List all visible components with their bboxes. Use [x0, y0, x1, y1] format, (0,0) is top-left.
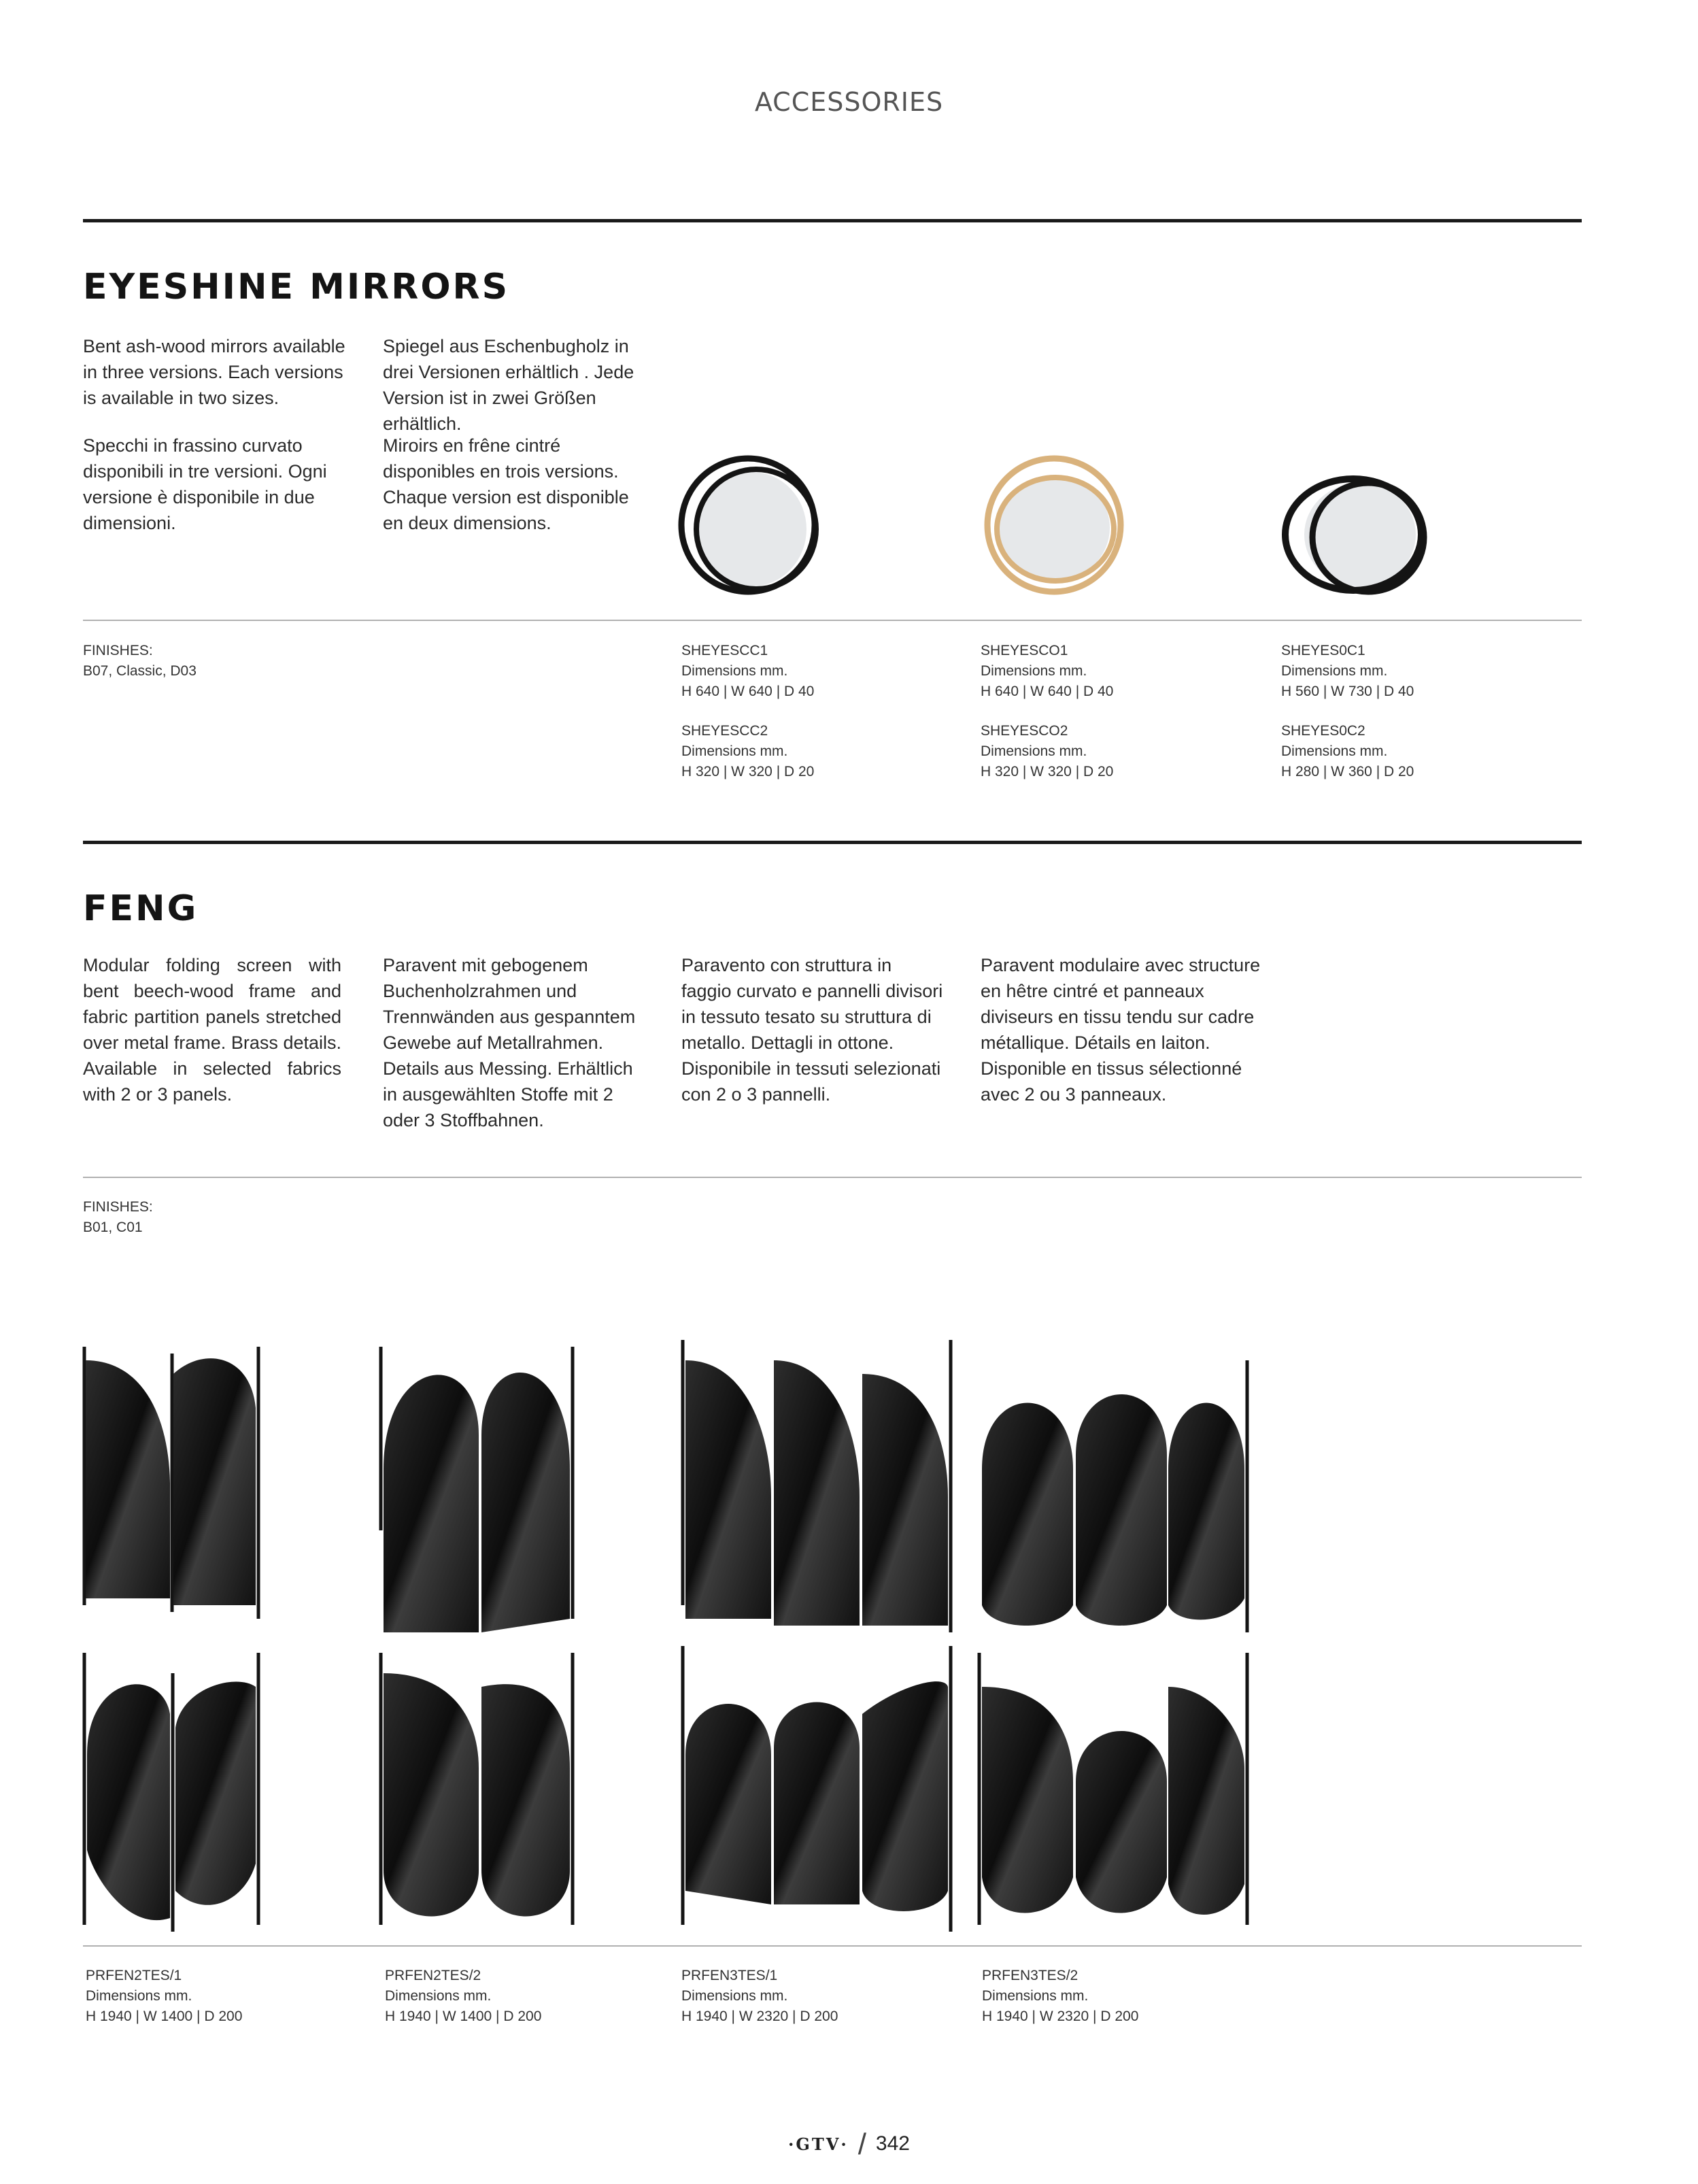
- section-divider: [83, 219, 1582, 222]
- feng-text-it: Paravento con struttura in faggio curvato e pannelli divisori in tessuto tesato su struttura di metallo. Dettagli in ottone. Disponibile in tessuti selezionati con 2 o 3 pannelli.: [681, 955, 943, 1105]
- eyeshine-text-en: Bent ash-wood mirrors available in three versions. Each versions is available in two sizes.: [83, 336, 345, 408]
- dimensions-value: H 1940 | W 2320 | D 200: [681, 2009, 838, 2024]
- product-code: SHEYES0C2: [1281, 723, 1365, 739]
- dimensions-value: H 640 | W 640 | D 40: [981, 684, 1114, 699]
- feng-title: FENG: [83, 888, 199, 929]
- product-spec-sheyescc: [681, 641, 953, 782]
- feng-finishes-divider: [83, 1177, 1582, 1178]
- page-footer: [0, 2128, 1698, 2162]
- dimensions-value: H 640 | W 640 | D 40: [681, 684, 815, 699]
- product-spec-prfen3tes-1: [681, 1966, 953, 2027]
- dimensions-value: H 1940 | W 1400 | D 200: [86, 2009, 243, 2024]
- eyeshine-text-it: Specchi in frassino curvato disponibili in tre versioni. Ogni versione è disponibile in due dimensioni.: [83, 435, 327, 533]
- dimensions-label: Dimensions mm.: [981, 663, 1087, 679]
- dimensions-value: H 280 | W 360 | D 20: [1281, 764, 1414, 779]
- finishes-value: B07, Classic, D03: [83, 663, 197, 679]
- feng-spec-divider: [83, 1945, 1582, 1947]
- dimensions-label: Dimensions mm.: [681, 743, 788, 759]
- product-code: SHEYESCC1: [681, 643, 768, 658]
- screen-2-panel-2: [381, 1347, 573, 1632]
- screen-2-panel-1: [84, 1347, 258, 1619]
- dimensions-label: Dimensions mm.: [86, 1988, 192, 2004]
- dimensions-label: Dimensions mm.: [981, 743, 1087, 759]
- feng-text-fr: Paravent modulaire avec structure en hêtre cintré et panneaux diviseurs en tissu tendu sur cadre métallique. Détails en laiton. Disponible en tissus sélectionné avec 2 ou 3 panneaux.: [981, 955, 1261, 1105]
- screen-3-panel-1: [683, 1340, 951, 1632]
- dimensions-value: H 320 | W 320 | D 20: [681, 764, 815, 779]
- screen-3-panel-2-alt: [979, 1653, 1247, 1925]
- product-code: SHEYESCC2: [681, 723, 768, 739]
- product-code: PRFEN3TES/2: [982, 1968, 1079, 1983]
- dimensions-value: H 1940 | W 2320 | D 200: [982, 2009, 1139, 2024]
- eyeshine-title: EYESHINE MIRRORS: [83, 267, 510, 307]
- separator-slash: /: [858, 2128, 866, 2161]
- product-code: PRFEN3TES/1: [681, 1968, 778, 1983]
- product-spec-sheyes0c: [1281, 641, 1553, 782]
- page-number: 342: [875, 2132, 910, 2155]
- dimensions-label: Dimensions mm.: [982, 1988, 1089, 2004]
- product-spec-sheyesco: [981, 641, 1253, 782]
- mirror-image-natural-round: [979, 454, 1129, 597]
- feng-finishes: [83, 1197, 355, 1238]
- dimensions-label: Dimensions mm.: [1281, 663, 1388, 679]
- dimensions-label: Dimensions mm.: [681, 663, 788, 679]
- mirror-image-black-round: [677, 454, 827, 597]
- dimensions-label: Dimensions mm.: [385, 1988, 492, 2004]
- eyeshine-finishes: [83, 641, 355, 682]
- dimensions-value: H 320 | W 320 | D 20: [981, 764, 1114, 779]
- dimensions-label: Dimensions mm.: [1281, 743, 1388, 759]
- eyeshine-text-de: Spiegel aus Eschenbugholz in drei Versionen erhältlich . Jede Version ist in zwei Größen erhältlich.: [383, 336, 634, 434]
- screen-3-panel-2: [982, 1360, 1247, 1632]
- screen-3-panel-1-alt: [683, 1646, 951, 1932]
- product-code: PRFEN2TES/1: [86, 1968, 182, 1983]
- finishes-value: B01, C01: [83, 1220, 143, 1235]
- section-divider: [83, 841, 1582, 844]
- product-code: SHEYESCO2: [981, 723, 1068, 739]
- product-spec-prfen2tes-2: [385, 1966, 657, 2027]
- finishes-label: FINISHES:: [83, 643, 153, 658]
- finishes-label: FINISHES:: [83, 1199, 153, 1215]
- brand-logo: ·GTV·: [788, 2134, 849, 2154]
- product-code: SHEYES0C1: [1281, 643, 1365, 658]
- dimensions-value: H 1940 | W 1400 | D 200: [385, 2009, 542, 2024]
- folding-screen-images: [80, 1333, 1277, 1932]
- screen-2-panel-2-alt: [381, 1653, 573, 1925]
- dimensions-value: H 560 | W 730 | D 40: [1281, 684, 1414, 699]
- product-code: SHEYESCO1: [981, 643, 1068, 658]
- eyeshine-text-fr: Miroirs en frêne cintré disponibles en trois versions. Chaque version est disponible en deux dimensions.: [383, 435, 629, 533]
- feng-text-de: Paravent mit gebogenem Buchenholzrahmen und Trennwänden aus gespanntem Gewebe auf Metallrahmen. Details aus Messing. Erhältlich in ausgewählten Stoffe mit 2 oder 3 Stoffbahnen.: [383, 955, 636, 1130]
- mirror-image-black-oval: [1278, 469, 1442, 599]
- screen-2-panel-1-alt: [84, 1653, 258, 1932]
- page-section-header: ACCESSORIES: [754, 87, 944, 117]
- product-spec-prfen2tes-1: [86, 1966, 358, 2027]
- dimensions-label: Dimensions mm.: [681, 1988, 788, 2004]
- product-code: PRFEN2TES/2: [385, 1968, 481, 1983]
- product-spec-prfen3tes-2: [982, 1966, 1254, 2027]
- eyeshine-spec-divider: [83, 620, 1582, 621]
- feng-text-en: Modular folding screen with bent beech-wood frame and fabric partition panels stretched over metal frame. Brass details. Available in selected fabrics with 2 or 3 panels.: [83, 955, 341, 1105]
